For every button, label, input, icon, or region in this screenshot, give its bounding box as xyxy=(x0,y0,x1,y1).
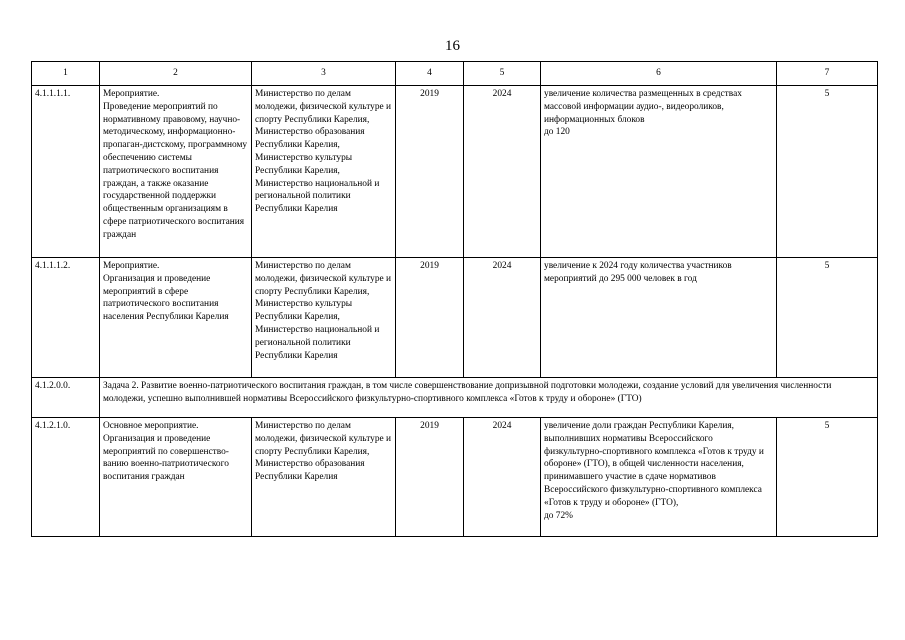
start-year: 2019 xyxy=(396,258,464,378)
program-table xyxy=(31,61,878,537)
expected-result: увеличение к 2024 году количества участников мероприятий до 295 000 человек в год xyxy=(541,258,777,378)
row-code: 4.1.1.1.1. xyxy=(32,86,100,258)
executor: Министерство по делам молодежи, физической культуре и спорту Республики Карелия, Министерство образования Республики Карелия xyxy=(252,418,396,537)
indicator-link: 5 xyxy=(777,86,878,258)
row-code: 4.1.1.1.2. xyxy=(32,258,100,378)
table-row xyxy=(32,258,878,378)
expected-result: увеличение доли граждан Республики Карелия, выполнивших нормативы Всероссийского физкультурно-спортивного комплекса «Готов к труду и обороне» (ГТО), в общей численности населения, принимавшего участие в сдаче нормативов Всероссийского физкультурно-спортивного комплекса «Готов к труду и обороне» (ГТО), до 72% xyxy=(541,418,777,537)
start-year: 2019 xyxy=(396,418,464,537)
task-row xyxy=(32,378,878,418)
table-row xyxy=(32,418,878,537)
row-code: 4.1.2.1.0. xyxy=(32,418,100,537)
column-number: 6 xyxy=(541,62,777,86)
column-number: 2 xyxy=(100,62,252,86)
table-row xyxy=(32,86,878,258)
end-year: 2024 xyxy=(464,258,541,378)
executor: Министерство по делам молодежи, физической культуре и спорту Республики Карелия, Министерство культуры Республики Карелия, Министерство национальной и региональной политики Республики Карелия xyxy=(252,258,396,378)
column-number: 7 xyxy=(777,62,878,86)
column-number-row xyxy=(32,62,878,86)
column-number: 4 xyxy=(396,62,464,86)
indicator-link: 5 xyxy=(777,418,878,537)
task-description: Задача 2. Развитие военно-патриотического воспитания граждан, в том числе совершенствование допризывной подготовки молодежи, создание условий для увеличения численности молодежи, успешно выполнившей нормативы Всероссийского физкультурно-спортивного комплекса «Готов к труду и обороне» (ГТО) xyxy=(100,378,878,418)
expected-result: увеличение количества размещенных в средствах массовой информации аудио-, видеороликов, информационных блоков до 120 xyxy=(541,86,777,258)
activity-name: Мероприятие. Организация и проведение мероприятий в сфере патриотического воспитания населения Республики Карелия xyxy=(100,258,252,378)
row-code: 4.1.2.0.0. xyxy=(32,378,100,418)
page-number: 16 xyxy=(445,38,460,54)
executor: Министерство по делам молодежи, физической культуре и спорту Республики Карелия, Министерство образования Республики Карелия, Министерство культуры Республики Карелия, Министерство национальной и региональной политики Республики Карелия xyxy=(252,86,396,258)
indicator-link: 5 xyxy=(777,258,878,378)
column-number: 5 xyxy=(464,62,541,86)
column-number: 1 xyxy=(32,62,100,86)
end-year: 2024 xyxy=(464,418,541,537)
start-year: 2019 xyxy=(396,86,464,258)
activity-name: Мероприятие. Проведение мероприятий по нормативному правовому, научно-методическому, информационно-пропаган-дистскому, программному обеспечению системы патриотического воспитания граждан, а также оказание государственной поддержки общественным организациям в сфере патриотического воспитания граждан xyxy=(100,86,252,258)
activity-name: Основное мероприятие. Организация и проведение мероприятий по совершенство-ванию военно-патриотического воспитания граждан xyxy=(100,418,252,537)
end-year: 2024 xyxy=(464,86,541,258)
column-number: 3 xyxy=(252,62,396,86)
